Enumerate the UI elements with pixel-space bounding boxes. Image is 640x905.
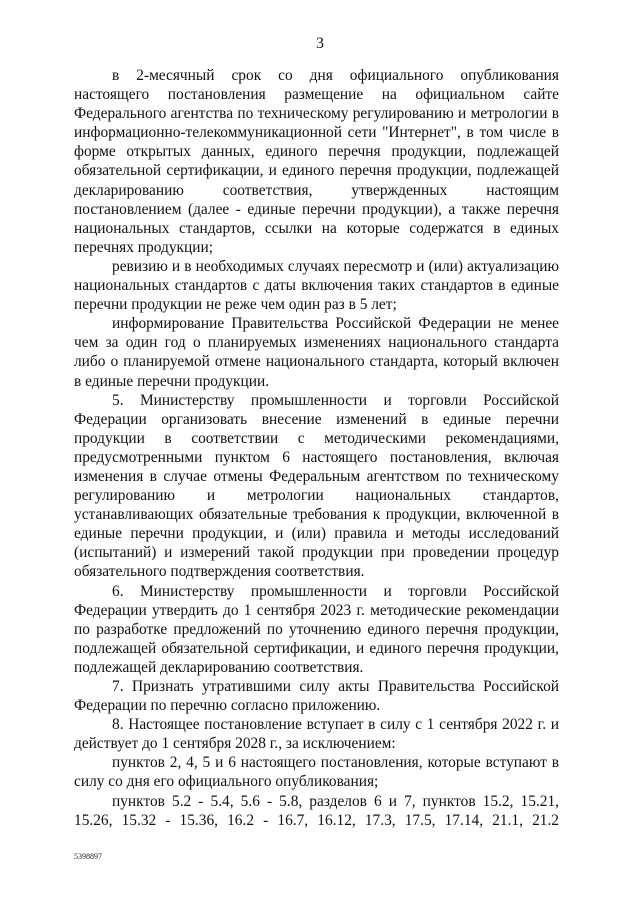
paragraph-item-5: 5. Министерству промышленности и торговли Российской Федерации организовать внесение изменений в единые перечни продукции в соответствии с методическими рекомендациями, предусмотренными пунктом 6 настоящего постановления, включая изменения в случае отмены Федеральным агентством по техническому регулированию и метрологии национальных стандартов, устанавливающих обязательные требования к продукции, включенной в единые перечни продукции, и (или) правила и методы исследований (испытаний) и измерений такой продукции при проведении процедур обязательного подтверждения соответствия. — [74, 391, 559, 581]
paragraph-exception-2: пунктов 5.2 - 5.4, 5.6 - 5.8, разделов 6 и 7, пунктов 15.2, 15.21, 15.26, 15.32 - 15.36, 16.2 - 16.7, 16.12, 17.3, 17.5, 17.14, 21.1, 21.2 — [74, 792, 559, 829]
document-id: 5398897 — [74, 852, 102, 861]
paragraph-exception-1: пунктов 2, 4, 5 и 6 настоящего постановления, которые вступают в силу со дня его официального опубликования; — [74, 754, 559, 791]
page-number: 3 — [316, 35, 324, 52]
document-body — [74, 66, 559, 830]
paragraph-item-7: 7. Признать утратившими силу акты Правительства Российской Федерации по перечню согласно приложению. — [74, 678, 559, 715]
paragraph-item-6: 6. Министерству промышленности и торговли Российской Федерации утвердить до 1 сентября 2023 г. методические рекомендации по разработке предложений по уточнению единого перечня продукции, подлежащей обязательной сертификации, и единого перечня продукции, подлежащей декларированию соответствия. — [74, 582, 559, 676]
paragraph-publication: в 2-месячный срок со дня официального опубликования настоящего постановления размещение на официальном сайте Федерального агентства по техническому регулированию и метрологии в информационно-телекоммуникационной сети "Интернет", в том числе в форме открытых данных, единого перечня продукции, подлежащей обязательной сертификации, и единого перечня продукции, подлежащей декларированию соответствия, утвержденных настоящим постановлением (далее - единые перечни продукции), а также перечня национальных стандартов, ссылки на которые содержатся в единых перечнях продукции; — [74, 67, 559, 256]
paragraph-informing: информирование Правительства Российской Федерации не менее чем за один год о планируемых изменениях национального стандарта либо о планируемой отмене национального стандарта, который включен в единые перечни продукции. — [74, 315, 559, 390]
paragraph-item-8: 8. Настоящее постановление вступает в силу с 1 сентября 2022 г. и действует до 1 сентября 2028 г., за исключением: — [74, 716, 559, 753]
paragraph-revision: ревизию и в необходимых случаях пересмотр и (или) актуализацию национальных стандартов с даты включения таких стандартов в единые перечни продукции не реже чем один раз в 5 лет; — [74, 257, 559, 314]
